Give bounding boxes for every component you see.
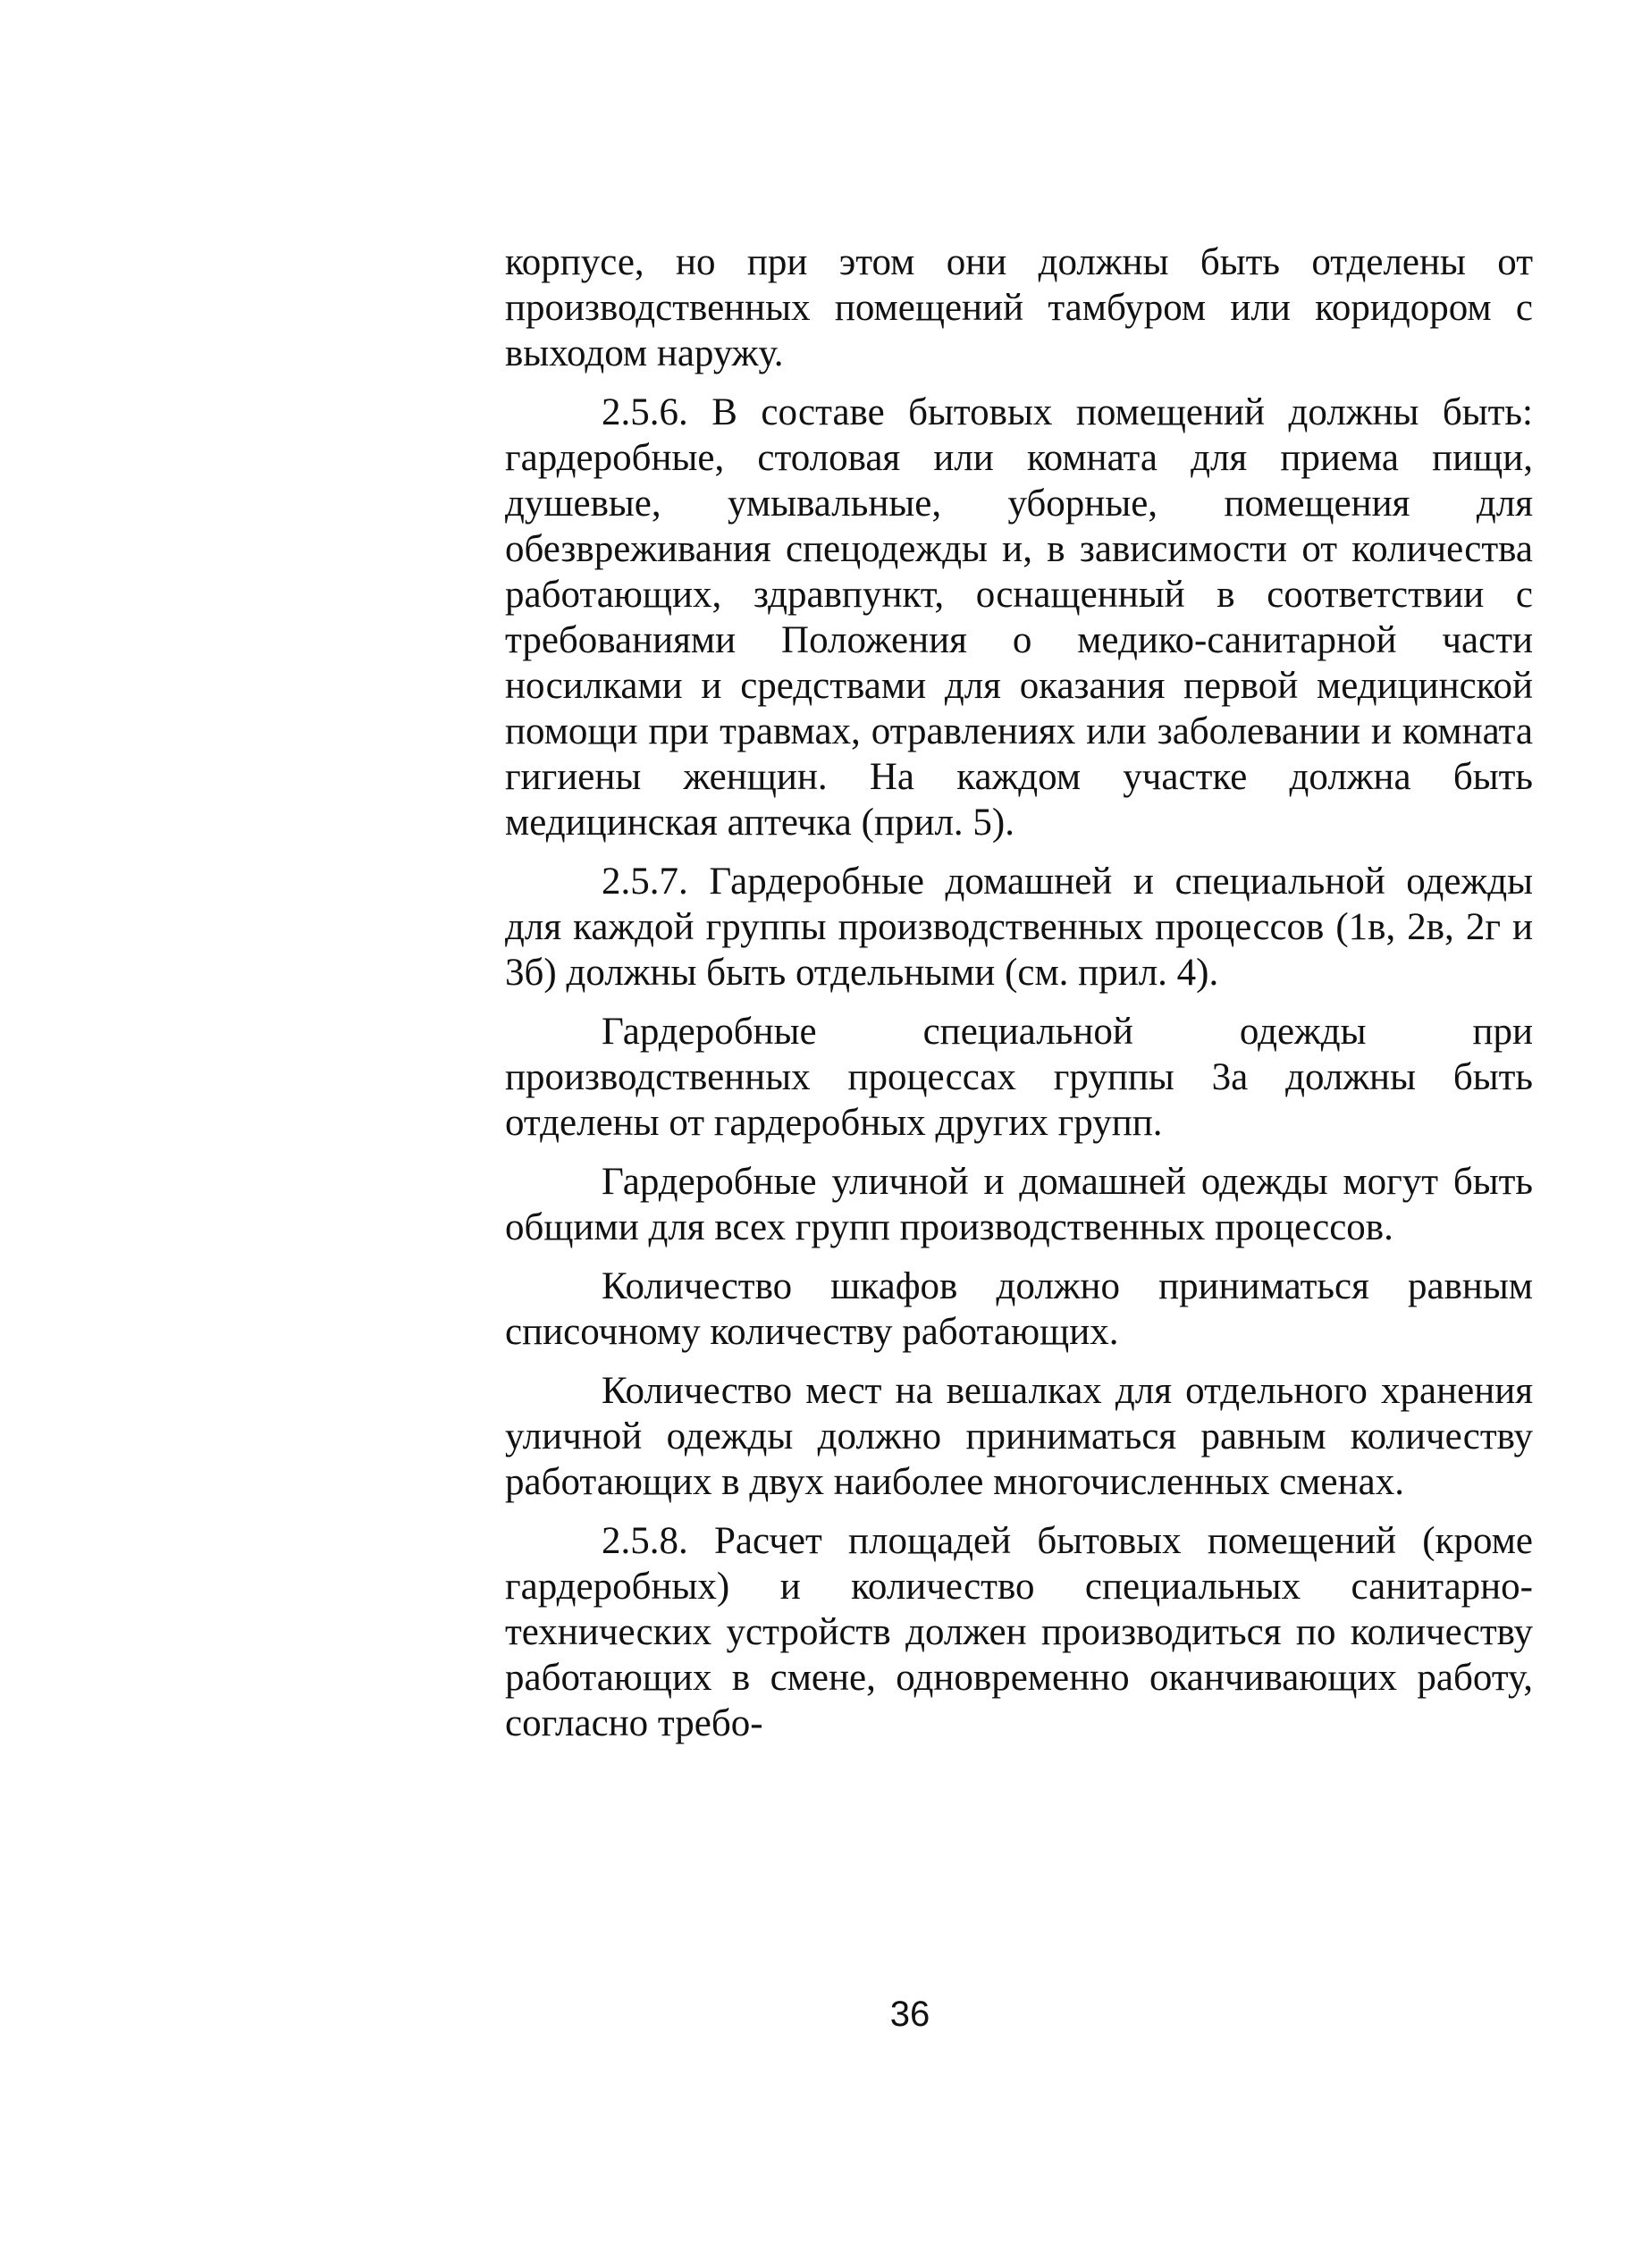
paragraph-continuation: корпусе, но при этом они должны быть отделены от производственных помещений тамбуром или коридором с выходом наружу. bbox=[505, 241, 1533, 374]
body-text bbox=[505, 239, 1533, 1760]
paragraph-hangers: Количество мест на вешалках для отдельного хранения уличной одежды должно приниматься равным количеству работающих в двух наиболее многочисленных сменах. bbox=[505, 1370, 1533, 1503]
paragraph-2-5-8: 2.5.8. Расчет площадей бытовых помещений (кроме гардеробных) и количество специальных санитарно-технических устройств должен производиться по количеству работающих в смене, одновременно оканчивающих работу, согласно требо- bbox=[505, 1520, 1533, 1744]
paragraph-2-5-7: 2.5.7. Гардеробные домашней и специальной одежды для каждой группы производственных процессов (1в, 2в, 2г и 3б) должны быть отдельными (см. прил. 4). bbox=[505, 861, 1533, 994]
page-number: 36 bbox=[889, 1995, 930, 2034]
paragraph-lockers: Количество шкафов должно приниматься равным списочному количеству работающих. bbox=[505, 1265, 1533, 1353]
paragraph-special-clothing: Гардеробные специальной одежды при производственных процессах группы 3а должны быть отделены от гардеробных других групп. bbox=[505, 1011, 1533, 1144]
paragraph-street-home-clothing: Гардеробные уличной и домашней одежды могут быть общими для всех групп производственных процессов. bbox=[505, 1161, 1533, 1248]
paragraph-2-5-6: 2.5.6. В составе бытовых помещений должны быть: гардеробные, столовая или комната для приема пищи, душевые, умывальные, уборные, помещения для обезвреживания спецодежды и, в зависимости от количества работающих, здравпункт, оснащенный в соответствии с требованиями Положения о медико-санитарной части носилками и средствами для оказания первой медицинской помощи при травмах, отравлениях или заболевании и комната гигиены женщин. На каждом участке должна быть медицинская аптечка (прил. 5). bbox=[505, 391, 1533, 844]
